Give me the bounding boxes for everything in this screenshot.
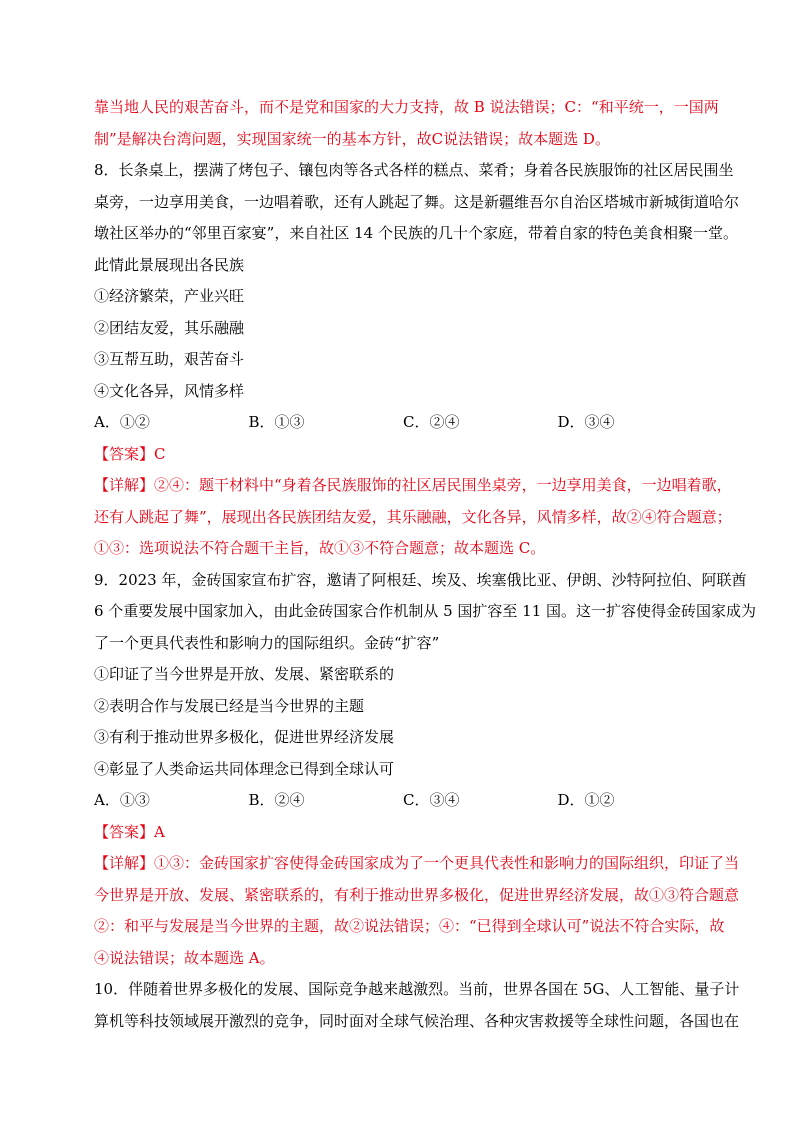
question-stem-line: 9．2023 年，金砖国家宣布扩容，邀请了阿根廷、埃及、埃塞俄比亚、伊朗、沙特阿拉伯、阿联酋 xyxy=(94,570,747,589)
statement-item: ④彰显了人类命运共同体理念已得到全球认可 xyxy=(94,759,395,778)
answer-label: 【答案】A xyxy=(94,822,165,841)
question-stem-line: 8．长条桌上，摆满了烤包子、镶包肉等各式各样的糕点、菜肴；身着各民族服饰的社区居民围坐 xyxy=(94,161,734,179)
statement-item: ④文化各异，风情多样 xyxy=(94,381,245,400)
answer-options xyxy=(94,407,712,439)
statement-item: ②表明合作与发展已经是当今世界的主题 xyxy=(94,696,365,715)
page-content xyxy=(94,92,757,1037)
answer-options xyxy=(94,785,712,817)
option-b: B．①③ xyxy=(248,413,305,431)
explanation xyxy=(94,470,732,565)
explanation-line: ④说法错误；故本题选 A。 xyxy=(94,948,275,967)
statement-item: ①经济繁荣，产业兴旺 xyxy=(94,287,245,305)
option-a: A．①② xyxy=(94,413,150,431)
option-a: A．①③ xyxy=(94,791,150,809)
explanation-line: 今世界是开放、发展、紧密联系的，有利于推动世界多极化，促进世界经济发展，故①③符合题意 xyxy=(94,885,740,904)
explanation-line: ②：和平与发展是当今世界的主题，故②说法错误；④：“已得到全球认可”说法不符合实际，故 xyxy=(94,917,725,935)
explanation xyxy=(94,848,740,974)
explanation-line: 【详解】①③：金砖国家扩容使得金砖国家成为了一个更具代表性和影响力的国际组织，印证了当 xyxy=(94,854,740,872)
explanation-line: 【详解】②④：题干材料中“身着各民族服饰的社区居民围坐桌旁，一边享用美食，一边唱着歌， xyxy=(94,476,732,494)
question-stem-line: 桌旁，一边享用美食，一边唱着歌，还有人跳起了舞。这是新疆维吾尔自治区塔城市新城街道哈尔 xyxy=(94,192,740,211)
explanation-line: 制”是解决台湾问题，实现国家统一的基本方针，故C说法错误；故本题选 D。 xyxy=(94,129,610,148)
explanation-line: 靠当地人民的艰苦奋斗，而不是党和国家的大力支持，故 B 说法错误；C：“和平统一，一国两 xyxy=(94,98,719,116)
answer-label: 【答案】C xyxy=(94,444,166,463)
question-stem-line: 10．伴随着世界多极化的发展、国际竞争越来越激烈。当前，世界各国在 5G、人工智能、量子计 xyxy=(94,980,740,998)
option-c: C．③④ xyxy=(403,791,460,809)
question-9 xyxy=(94,565,757,975)
question-stem-line: 了一个更具代表性和影响力的国际组织。金砖“扩容” xyxy=(94,633,440,652)
question-stem-line: 墩社区举办的“邻里百家宴”，来自社区 14 个民族的几十个家庭，带着自家的特色美食相聚一堂。 xyxy=(94,224,738,242)
option-c: C．②④ xyxy=(403,413,460,431)
prev-explanation xyxy=(94,92,719,155)
statement-item: ①印证了当今世界是开放、发展、紧密联系的 xyxy=(94,665,395,683)
question-8 xyxy=(94,155,740,565)
statement-item: ③互帮互助，艰苦奋斗 xyxy=(94,350,245,368)
option-d: D．①② xyxy=(557,791,615,809)
question-stem-line: 此情此景展现出各民族 xyxy=(94,255,245,274)
explanation-line: ①③：选项说法不符合题干主旨，故①③不符合题意；故本题选 C。 xyxy=(94,539,546,557)
question-stem-line: 6 个重要发展中国家加入，由此金砖国家合作机制从 5 国扩容至 11 国。这一扩容使得金砖国家成为 xyxy=(94,602,757,620)
question-stem-line: 算机等科技领域展开激烈的竞争，同时面对全球气候治理、各种灾害救援等全球性问题，各国也在 xyxy=(94,1011,740,1030)
statement-item: ②团结友爱，其乐融融 xyxy=(94,318,245,337)
explanation-line: 还有人跳起了舞”，展现出各民族团结友爱，其乐融融，文化各异，风情多样，故②④符合题意； xyxy=(94,507,732,526)
option-b: B．②④ xyxy=(248,791,305,809)
statement-item: ③有利于推动世界多极化，促进世界经济发展 xyxy=(94,728,395,746)
question-10 xyxy=(94,974,740,1037)
option-d: D．③④ xyxy=(557,413,615,431)
